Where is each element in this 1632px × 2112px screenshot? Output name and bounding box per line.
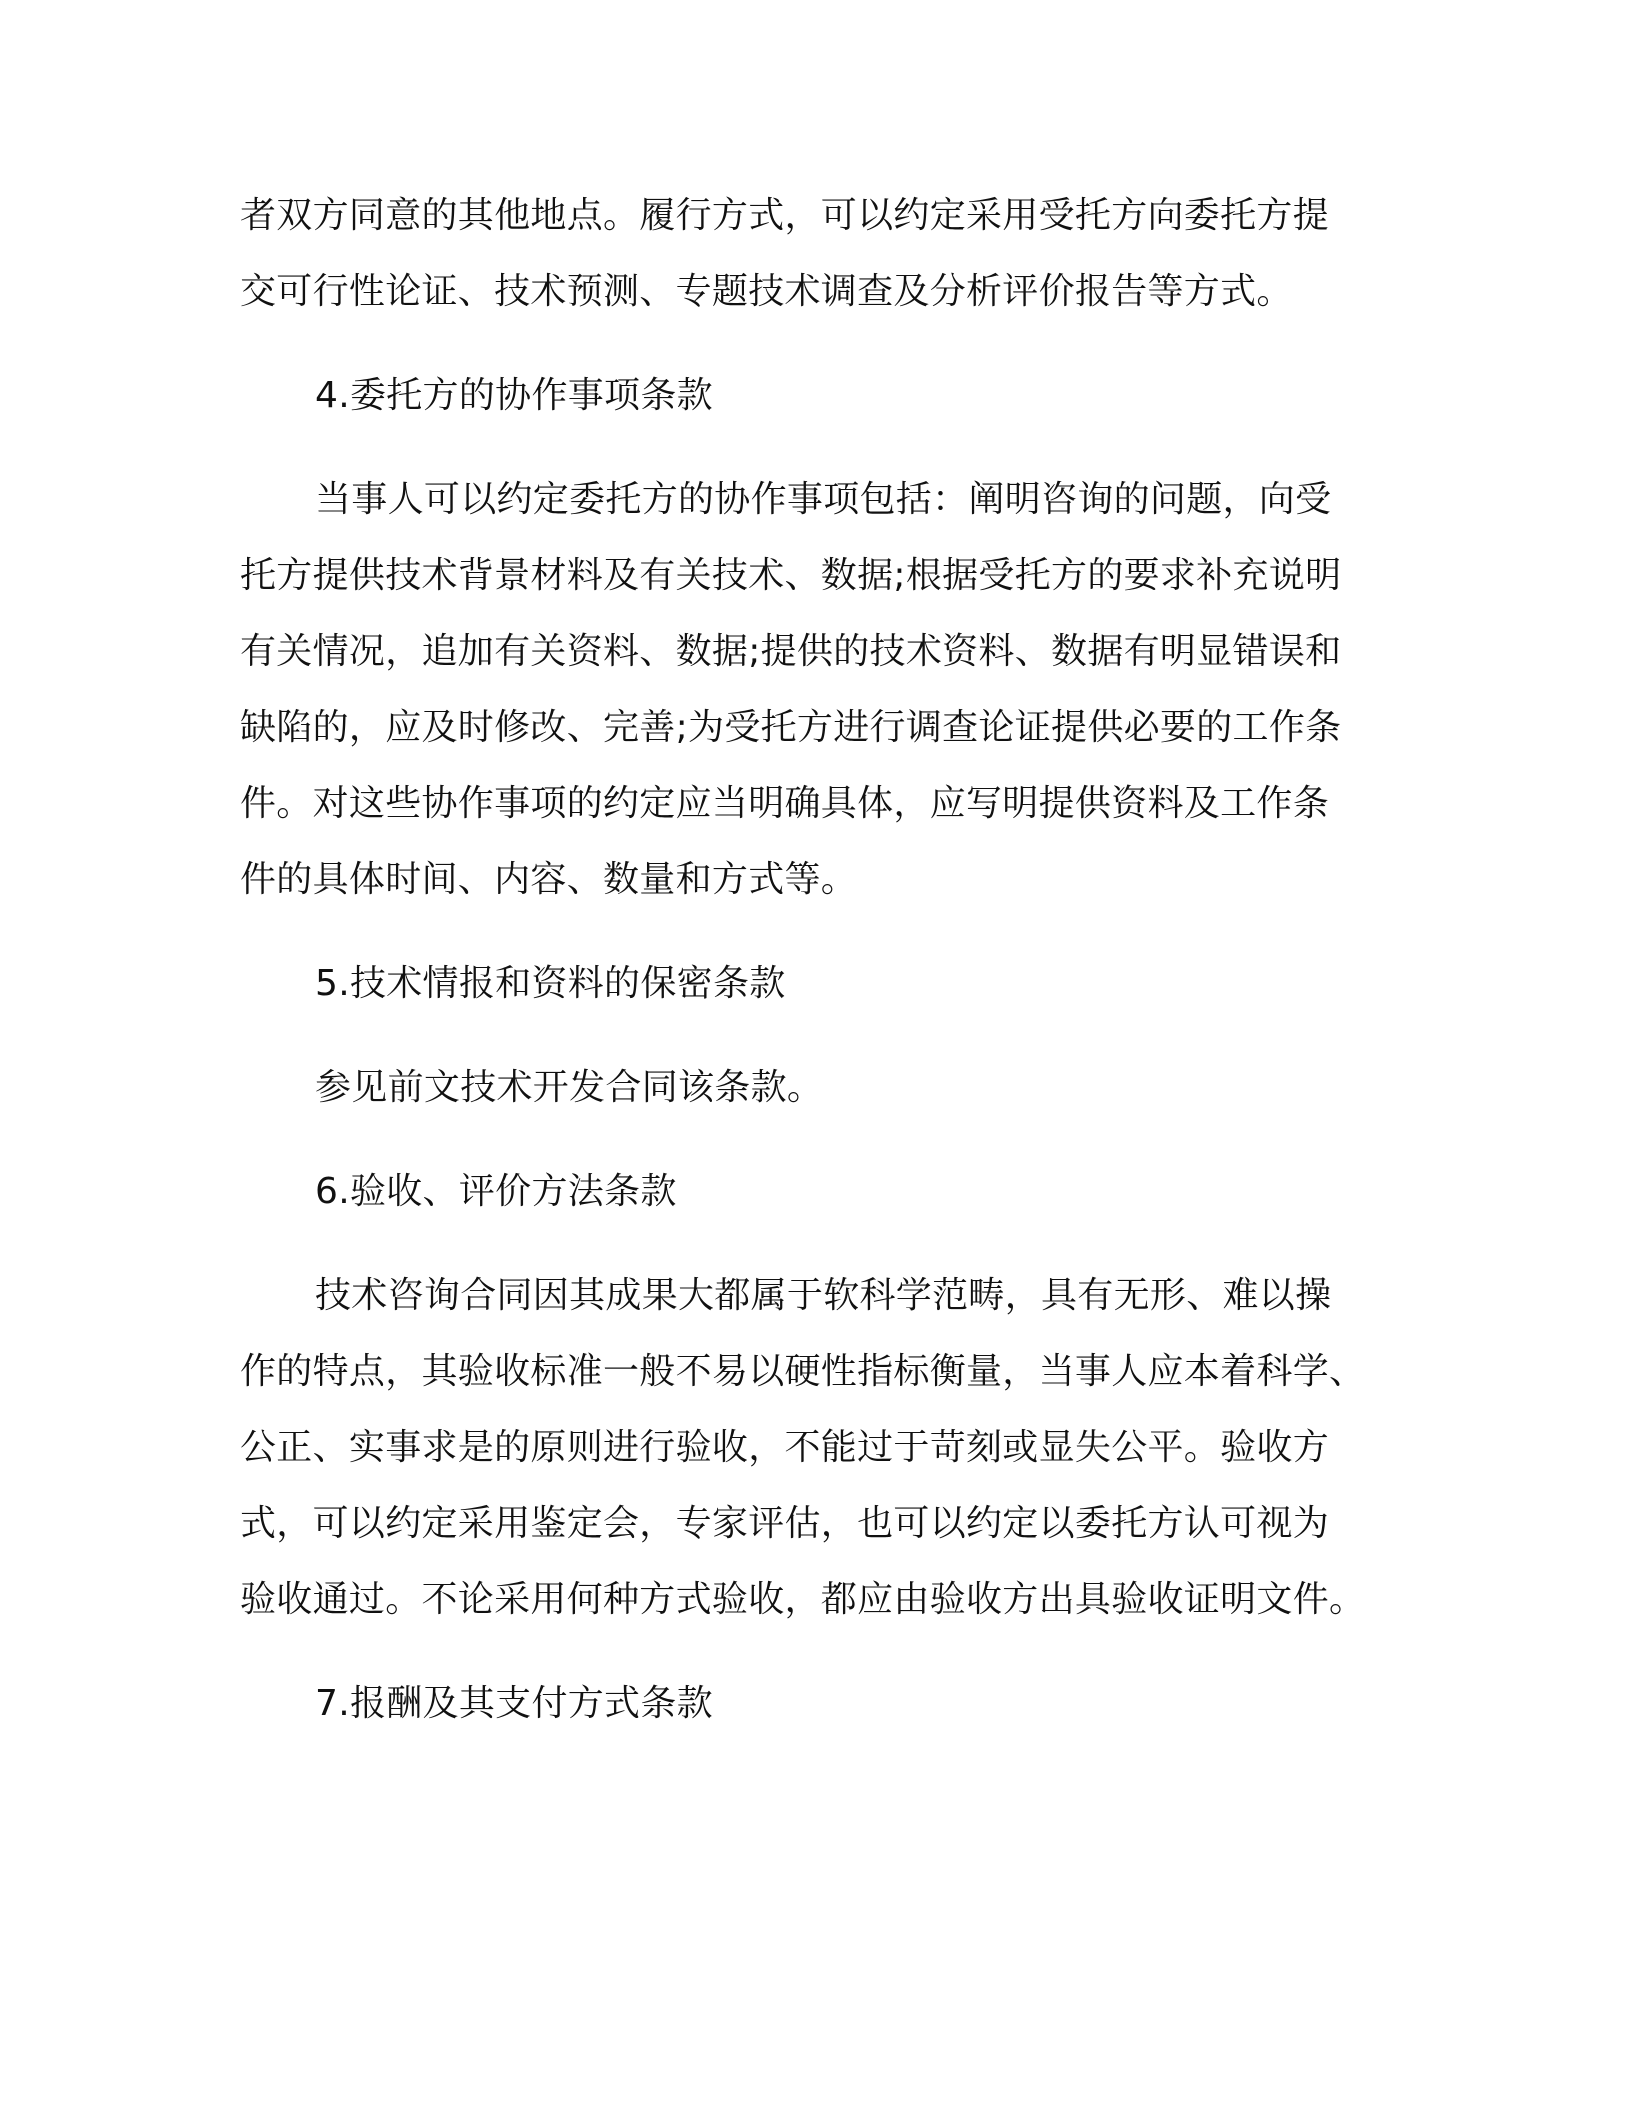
paragraph-line: 件。对这些协作事项的约定应当明确具体，应写明提供资料及工作条 <box>240 783 1330 824</box>
section-heading-6: 6.验收、评价方法条款 <box>315 1171 677 1212</box>
paragraph-line: 有关情况，追加有关资料、数据;提供的技术资料、数据有明显错误和 <box>240 631 1342 672</box>
section-heading-7: 7.报酬及其支付方式条款 <box>315 1683 713 1724</box>
paragraph-line: 参见前文技术开发合同该条款。 <box>315 1067 824 1108</box>
section-heading-5: 5.技术情报和资料的保密条款 <box>315 963 786 1004</box>
paragraph-line: 件的具体时间、内容、数量和方式等。 <box>240 859 858 900</box>
paragraph-line: 托方提供技术背景材料及有关技术、数据;根据受托方的要求补充说明 <box>240 555 1342 596</box>
paragraph-line: 验收通过。不论采用何种方式验收，都应由验收方出具验收证明文件。 <box>240 1579 1366 1620</box>
paragraph-line: 公正、实事求是的原则进行验收，不能过于苛刻或显失公平。验收方 <box>240 1427 1330 1468</box>
paragraph-line: 作的特点，其验收标准一般不易以硬性指标衡量，当事人应本着科学、 <box>240 1351 1366 1392</box>
paragraph-line: 缺陷的，应及时修改、完善;为受托方进行调查论证提供必要的工作条 <box>240 707 1342 748</box>
paragraph-line: 交可行性论证、技术预测、专题技术调查及分析评价报告等方式。 <box>240 271 1293 312</box>
paragraph-line: 技术咨询合同因其成果大都属于软科学范畴，具有无形、难以操 <box>315 1275 1332 1316</box>
paragraph-line: 当事人可以约定委托方的协作事项包括：阐明咨询的问题，向受 <box>315 479 1332 520</box>
paragraph-line: 者双方同意的其他地点。履行方式，可以约定采用受托方向委托方提 <box>240 195 1330 236</box>
paragraph-line: 式，可以约定采用鉴定会，专家评估，也可以约定以委托方认可视为 <box>240 1503 1330 1544</box>
section-heading-4: 4.委托方的协作事项条款 <box>315 375 713 416</box>
